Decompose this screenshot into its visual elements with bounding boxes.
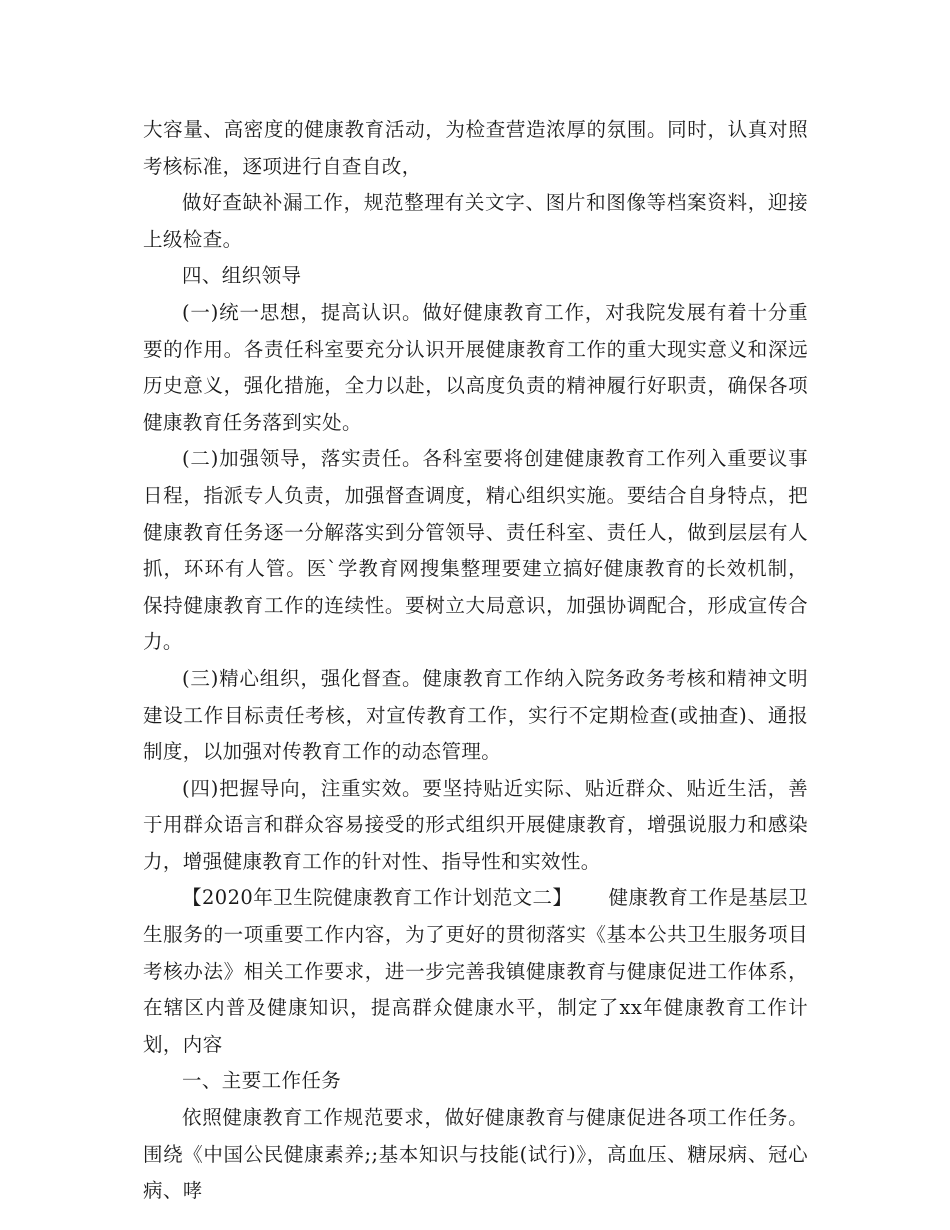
paragraph-careful-organization: (三)精心组织，强化督查。健康教育工作纳入院务政务考核和精神文明建设工作目标责任考核，对宣传教育工作，实行不定期检查(或抽查)、通报制度，以加强对传教育工作的动态管理。: [143, 666, 808, 764]
section-two-title: 【2020年卫生院健康教育工作计划范文二】: [182, 886, 573, 910]
paragraph-archive-preparation: 做好查缺补漏工作，规范整理有关文字、图片和图像等档案资料，迎接上级检查。: [143, 191, 808, 251]
heading-organization-leadership: 四、组织领导: [182, 264, 302, 288]
heading-main-tasks: 一、主要工作任务: [182, 1069, 342, 1093]
paragraph-strengthen-leadership: (二)加强领导，落实责任。各科室要将创建健康教育工作列入重要议事日程，指派专人负责，加强督查调度，精心组织实施。要结合自身特点，把健康教育任务逐一分解落实到分管领导、责任科室、责任人，做到层层有人抓，环环有人管。医`学教育网搜集整理要建立搞好健康教育的长效机制，保持健康教育工作的连续性。要树立大局意识，加强协调配合，形成宣传合力。: [143, 447, 808, 654]
section-two-intro: 健康教育工作是基层卫生服务的一项重要工作内容，为了更好的贯彻落实《基本公共卫生服务项目考核办法》相关工作要求，进一步完善我镇健康教育与健康促进工作体系，在辖区内普及健康知识，提高群众健康水平，制定了xx年健康教育工作计划，内容: [143, 886, 808, 1056]
paragraph-work-standards: 依照健康教育工作规范要求，做好健康教育与健康促进各项工作任务。围绕《中国公民健康素养;;基本知识与技能(试行)》，高血压、糖尿病、冠心病、哮: [143, 1106, 808, 1203]
paragraph-grasp-direction: (四)把握导向，注重实效。要坚持贴近实际、贴近群众、贴近生活，善于用群众语言和群众容易接受的形式组织开展健康教育，增强说服力和感染力，增强健康教育工作的针对性、指导性和实效性。: [143, 776, 808, 873]
paragraph-sample-two: [143, 880, 808, 1063]
paragraph-unify-thinking: (一)统一思想，提高认识。做好健康教育工作，对我院发展有着十分重要的作用。各责任科室要充分认识开展健康教育工作的重大现实意义和深远历史意义，强化措施，全力以赴，以高度负责的精神履行好职责，确保各项健康教育任务落到实处。: [143, 300, 808, 434]
document-body: [143, 112, 808, 1210]
paragraph-preparation-activities: 大容量、高密度的健康教育活动，为检查营造浓厚的氛围。同时，认真对照考核标准，逐项进行自查自改，: [143, 118, 808, 178]
